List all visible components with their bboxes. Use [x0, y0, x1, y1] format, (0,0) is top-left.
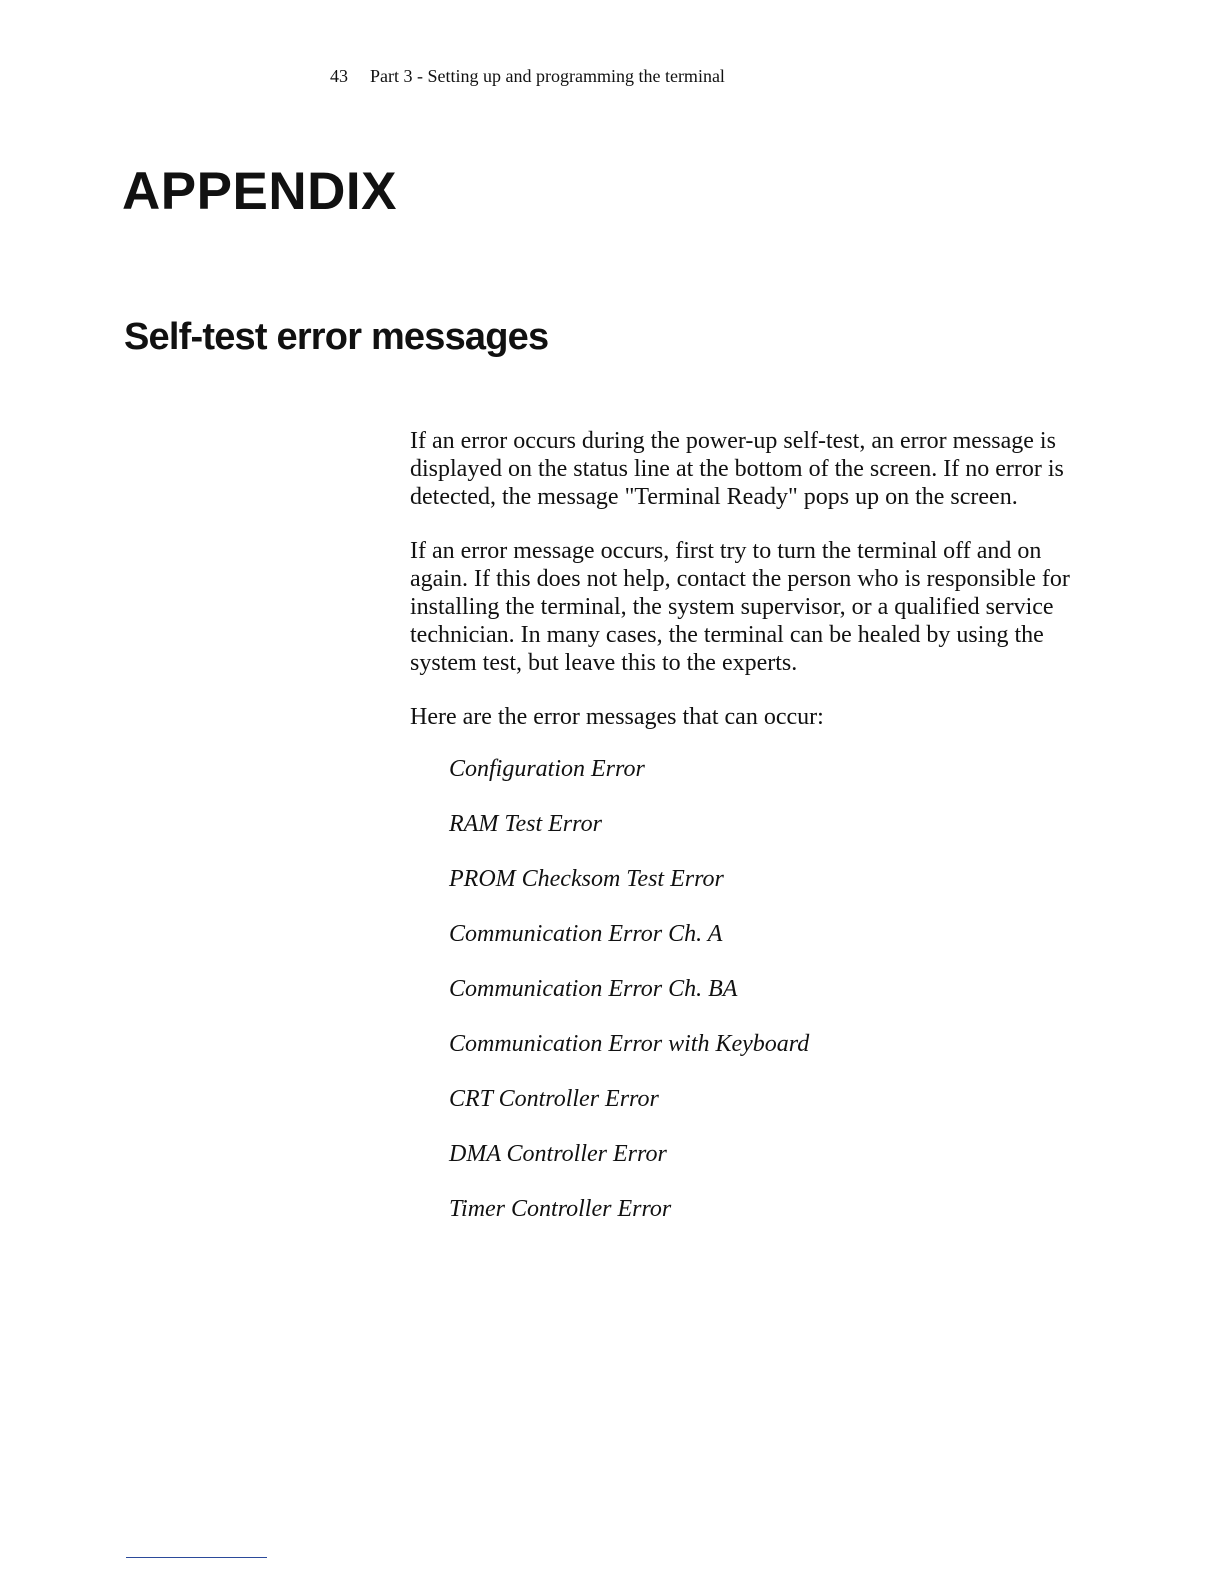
- error-message-item: CRT Controller Error: [449, 1086, 659, 1112]
- error-message-item: Communication Error with Keyboard: [449, 1031, 810, 1057]
- error-message-item: RAM Test Error: [449, 811, 602, 837]
- error-message-item: Communication Error Ch. A: [449, 921, 723, 947]
- paragraph-intro: If an error occurs during the power-up self-test, an error message is displayed on the status line at the bottom of the screen. If no error is detected, the message "Terminal Ready" pops up on the screen.: [410, 428, 1064, 510]
- error-message-item: DMA Controller Error: [449, 1141, 667, 1167]
- footer-rule: [126, 1557, 267, 1558]
- section-body: [410, 427, 1070, 1250]
- page-number: 43: [330, 66, 348, 86]
- error-message-list: [410, 755, 1070, 1223]
- error-message-item: Timer Controller Error: [449, 1196, 672, 1222]
- running-title: Part 3 - Setting up and programming the terminal: [370, 66, 725, 86]
- error-message-item: PROM Checksom Test Error: [449, 866, 724, 892]
- section-title: Self-test error messages: [124, 316, 549, 358]
- paragraph-advice: If an error message occurs, first try to turn the terminal off and on again. If this does not help, contact the person who is responsible for installing the terminal, the system supervisor, or a qualified service technician. In many cases, the terminal can be healed by using the system test, but leave this to the experts.: [410, 538, 1070, 676]
- error-message-item: Communication Error Ch. BA: [449, 976, 738, 1002]
- list-intro: Here are the error messages that can occur:: [410, 704, 824, 730]
- error-message-item: Configuration Error: [449, 756, 645, 782]
- chapter-title: APPENDIX: [122, 162, 397, 221]
- page-header: [330, 64, 725, 88]
